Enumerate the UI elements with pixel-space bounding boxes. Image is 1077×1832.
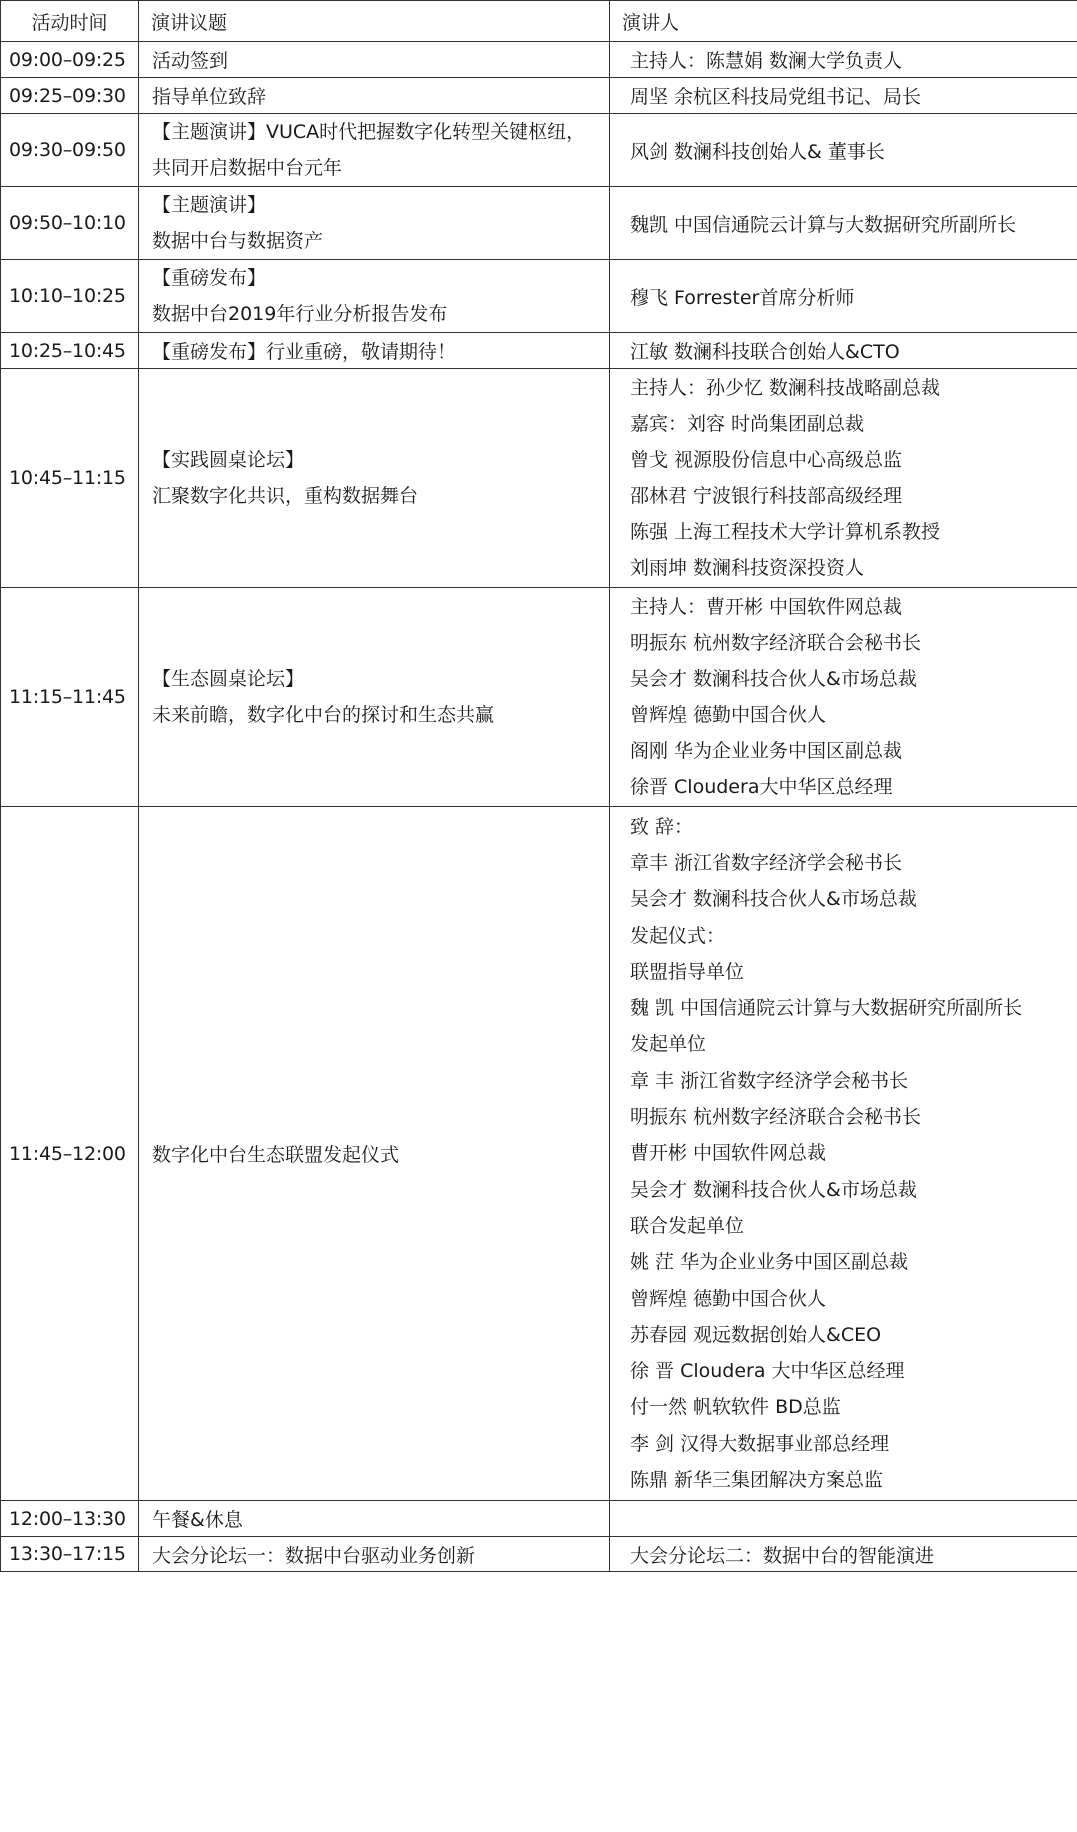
speaker-line: 曾辉煌 德勤中国合伙人 <box>630 704 827 726</box>
session-speakers <box>610 1537 1077 1572</box>
speaker-line: 联合发起单位 <box>630 1214 745 1237</box>
session-topic <box>139 260 610 333</box>
session-topic <box>139 42 610 78</box>
topic-line: 汇聚数字化共识，重构数据舞台 <box>152 485 419 507</box>
session-time <box>1 333 139 369</box>
speaker-line: 章 丰 浙江省数字经济学会秘书长 <box>630 1069 909 1092</box>
topic-line: 【生态圆桌论坛】 <box>152 668 305 690</box>
session-topic <box>139 187 610 260</box>
session-time-text: 11:15–11:45 <box>9 686 126 708</box>
speaker-line: 吴会才 数澜科技合伙人&市场总裁 <box>630 1178 917 1201</box>
topic-line: 共同开启数据中台元年 <box>152 157 343 179</box>
session-time-text: 09:50–10:10 <box>9 212 126 234</box>
speaker-line: 主持人：陈慧娟 数澜大学负责人 <box>630 50 903 72</box>
speaker-line: 魏凯 中国信通院云计算与大数据研究所副所长 <box>630 213 1017 236</box>
session-speakers <box>610 333 1077 369</box>
session-topic <box>139 114 610 187</box>
session-time-text: 10:45–11:15 <box>9 467 126 489</box>
session-time <box>1 807 139 1501</box>
session-topic <box>139 78 610 114</box>
session-time <box>1 187 139 260</box>
speaker-line: 穆飞 Forrester首席分析师 <box>630 286 855 309</box>
speaker-line: 发起仪式： <box>630 924 726 947</box>
speaker-line: 主持人：孙少忆 数澜科技战略副总裁 <box>630 377 941 399</box>
speaker-line: 周坚 余杭区科技局党组书记、局长 <box>630 86 922 108</box>
speaker-line: 风剑 数澜科技创始人& 董事长 <box>630 140 885 163</box>
session-time <box>1 1501 139 1537</box>
session-speakers <box>610 1501 1077 1537</box>
speaker-line: 吴会才 数澜科技合伙人&市场总裁 <box>630 668 917 690</box>
session-time <box>1 42 139 78</box>
topic-line: 未来前瞻，数字化中台的探讨和生态共赢 <box>152 704 495 726</box>
session-time-text: 10:25–10:45 <box>9 339 126 362</box>
session-time <box>1 588 139 807</box>
speaker-line: 曾辉煌 德勤中国合伙人 <box>630 1287 827 1310</box>
session-time-text: 10:10–10:25 <box>9 285 126 307</box>
session-time-text: 09:30–09:50 <box>9 139 126 161</box>
header-time: 活动时间 <box>1 1 139 42</box>
header-topic: 演讲议题 <box>139 1 610 42</box>
session-time <box>1 1537 139 1572</box>
session-speakers <box>610 114 1077 187</box>
speaker-line: 曹开彬 中国软件网总裁 <box>630 1142 827 1165</box>
topic-line: 【主题演讲】VUCA时代把握数字化转型关键枢纽， <box>152 121 586 143</box>
speaker-line: 魏 凯 中国信通院云计算与大数据研究所副所长 <box>630 997 1023 1020</box>
topic-line: 【实践圆桌论坛】 <box>152 449 305 471</box>
header-row <box>1 1 1077 42</box>
topic-line: 【主题演讲】 <box>152 194 267 216</box>
session-speakers <box>610 78 1077 114</box>
speaker-line: 明振东 杭州数字经济联合会秘书长 <box>630 632 922 654</box>
speaker-line: 阁刚 华为企业业务中国区副总裁 <box>630 740 903 762</box>
session-time <box>1 260 139 333</box>
agenda-row <box>1 369 1077 588</box>
session-speakers <box>610 807 1077 1501</box>
topic-line: 数据中台2019年行业分析报告发布 <box>152 303 448 325</box>
topic-line: 活动签到 <box>152 50 229 72</box>
agenda-row <box>1 187 1077 260</box>
session-speakers <box>610 260 1077 333</box>
session-speakers <box>610 42 1077 78</box>
session-time <box>1 78 139 114</box>
session-topic <box>139 1537 610 1572</box>
session-time <box>1 369 139 588</box>
speaker-line: 主持人：曹开彬 中国软件网总裁 <box>630 596 903 618</box>
topic-line: 数据中台与数据资产 <box>152 230 324 252</box>
agenda-row <box>1 78 1077 114</box>
header-speaker: 演讲人 <box>610 1 1077 42</box>
speaker-line: 邵林君 宁波银行科技部高级经理 <box>630 485 903 507</box>
session-topic <box>139 807 610 1501</box>
session-topic <box>139 588 610 807</box>
session-time-text: 13:30–17:15 <box>9 1543 126 1565</box>
session-time-text: 09:00–09:25 <box>9 48 126 71</box>
topic-line: 大会分论坛一：数据中台驱动业务创新 <box>152 1544 476 1567</box>
session-time-text: 12:00–13:30 <box>9 1507 126 1530</box>
agenda-row <box>1 588 1077 807</box>
agenda-row <box>1 333 1077 369</box>
session-speakers <box>610 588 1077 807</box>
speaker-line: 苏春园 观远数据创始人&CEO <box>630 1323 882 1346</box>
session-time-text: 11:45–12:00 <box>9 1142 126 1165</box>
speaker-line: 刘雨坤 数澜科技资深投资人 <box>630 557 865 579</box>
session-speakers <box>610 187 1077 260</box>
agenda-row <box>1 114 1077 187</box>
session-topic <box>139 333 610 369</box>
topic-line: 【重磅发布】行业重磅，敬请期待！ <box>152 341 457 363</box>
agenda-row <box>1 260 1077 333</box>
topic-line: 【重磅发布】 <box>152 267 267 289</box>
speaker-line: 徐 晋 Cloudera 大中华区总经理 <box>630 1360 905 1383</box>
session-time-text: 09:25–09:30 <box>9 84 126 107</box>
speaker-line: 发起单位 <box>630 1033 707 1056</box>
session-topic <box>139 1501 610 1537</box>
speaker-line: 大会分论坛二：数据中台的智能演进 <box>630 1544 935 1567</box>
agenda-row <box>1 1537 1077 1572</box>
speaker-line: 姚 茳 华为企业业务中国区副总裁 <box>630 1251 909 1274</box>
session-time <box>1 114 139 187</box>
speaker-line: 陈强 上海工程技术大学计算机系教授 <box>630 521 941 543</box>
speaker-line: 吴会才 数澜科技合伙人&市场总裁 <box>630 888 917 911</box>
speaker-line: 联盟指导单位 <box>630 960 745 983</box>
topic-line: 数字化中台生态联盟发起仪式 <box>152 1144 400 1166</box>
speaker-line: 致 辞： <box>630 815 694 838</box>
speaker-line: 陈鼎 新华三集团解决方案总监 <box>630 1469 884 1492</box>
speaker-line: 明振东 杭州数字经济联合会秘书长 <box>630 1106 922 1129</box>
agenda-row <box>1 1501 1077 1537</box>
agenda-row <box>1 807 1077 1501</box>
agenda-row <box>1 42 1077 78</box>
topic-line: 午餐&休息 <box>152 1509 243 1531</box>
topic-line: 指导单位致辞 <box>152 86 267 108</box>
speaker-line: 江敏 数澜科技联合创始人&CTO <box>630 341 900 363</box>
speaker-line: 曾戈 视源股份信息中心高级总监 <box>630 449 903 471</box>
speaker-line: 嘉宾：刘容 时尚集团副总裁 <box>630 413 865 435</box>
session-topic <box>139 369 610 588</box>
speaker-line: 章丰 浙江省数字经济学会秘书长 <box>630 851 903 874</box>
speaker-line: 付一然 帆软软件 BD总监 <box>630 1396 841 1419</box>
speaker-line: 李 剑 汉得大数据事业部总经理 <box>630 1432 890 1455</box>
session-speakers <box>610 369 1077 588</box>
speaker-line: 徐晋 Cloudera大中华区总经理 <box>630 776 893 798</box>
agenda-body <box>1 42 1077 1572</box>
